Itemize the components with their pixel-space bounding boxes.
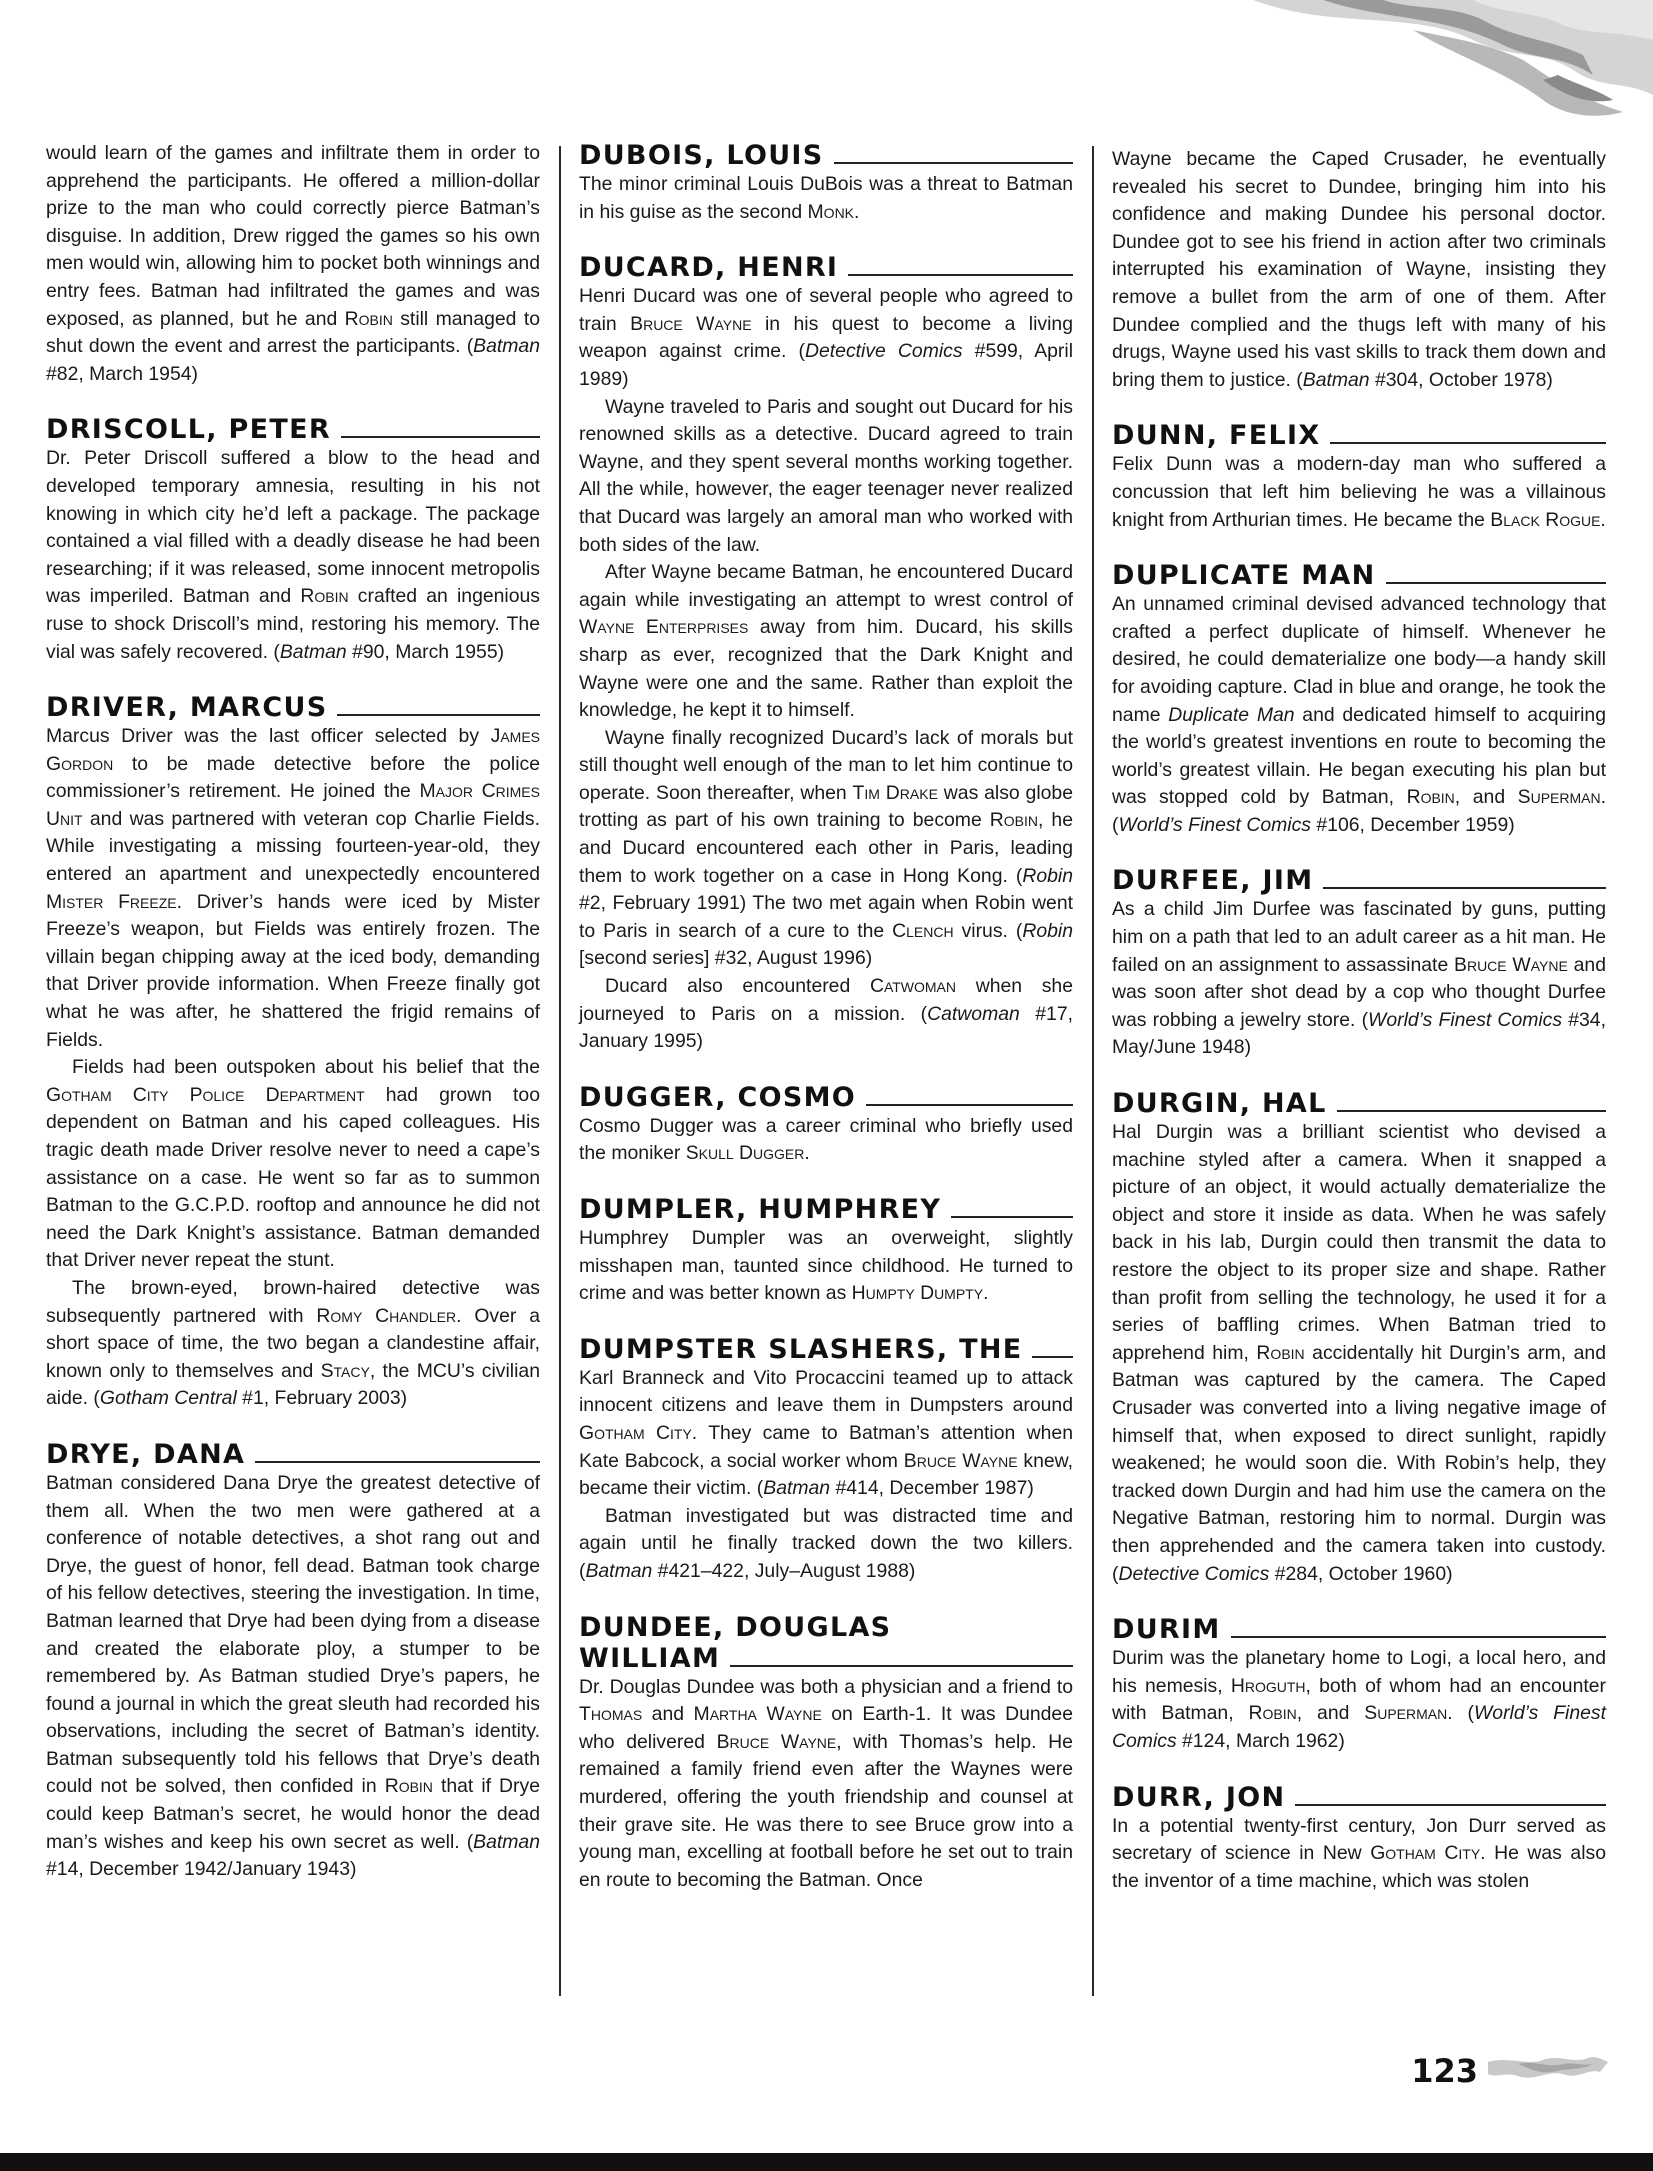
entry-text: After Wayne became Batman, he encountered Ducard again while investigating an attempt to wrest control of Wayne Enterprises away from him. Ducard, his skills sharp as ever, recognized that the Dark Knight and Wayne were one and the same. Rather than exploit the knowledge, he kept it to himself. (579, 561, 1074, 722)
entry-heading: DUNDEE, DOUGLAS WILLIAM (579, 1612, 1073, 1674)
entry-heading: DURR, JON (1112, 1782, 1606, 1813)
column-divider (1092, 146, 1094, 1996)
entry-heading: DRISCOLL, PETER (46, 414, 540, 445)
entry-dumpler-humphrey (579, 1194, 1073, 1308)
column-2 (579, 140, 1073, 1920)
entry-text: Wayne traveled to Paris and sought out Ducard for his renowned skills as a detective. Ducard agreed to train Wayne, and they spent several months working together. All the while, however, the eager teenager never realized that Ducard was largely an amoral man who worked with both sides of the law. (579, 395, 1073, 556)
page-number: 123 (1411, 2052, 1478, 2090)
entry-dubois-louis (579, 140, 1073, 226)
entry-text: Wayne became the Caped Crusader, he eventually revealed his secret to Dundee, bringing him into his confidence and making Dundee his personal doctor. Dundee got to see his friend in action after two criminals interrupted his examination of Wayne, insisting they remove a bullet from the arm of one of them. After Dundee complied and the thugs left with many of his drugs, Wayne used his vast skills to track them down and bring them to justice. (Batman #304, October 1978) (1112, 148, 1606, 391)
entry-text: Felix Dunn was a modern-day man who suffered a concussion that left him believing he was a villainous knight from Arthurian times. He became the Black Rogue. (1112, 453, 1606, 531)
entry-text: The minor criminal Louis DuBois was a threat to Batman in his guise as the second Monk. (579, 173, 1073, 223)
entry-text: Ducard also encountered Catwoman when she journeyed to Paris on a mission. (Catwoman #17, January 1995) (579, 975, 1073, 1053)
entry-text: Wayne finally recognized Ducard’s lack of morals but still thought well enough of the man to let him continue to operate. Soon thereafter, when Tim Drake was also globe trotting as part of his own training to become Robin, he and Ducard encountered each other in Paris, leading them to work together on a case in Hong Kong. (Robin #2, February 1991) The two met again when Robin went to Paris in search of a cure to the Clench virus. (Robin [second series] #32, August 1996) (579, 726, 1073, 970)
column-1 (46, 140, 540, 1910)
entry-heading: DURGIN, HAL (1112, 1088, 1606, 1119)
entry-durim (1112, 1614, 1606, 1755)
entry-text: would learn of the games and infiltrate them in order to apprehend the participants. He offered a million-dollar prize to the man who could correctly pierce Batman’s disguise. In addition, Drew rigged the games so his own men would win, allowing him to pocket both winnings and entry fees. Batman had infiltrated the games and was exposed, as planned, but he and Robin still managed to shut down the event and arrest the participants. (Batman #82, March 1954) (46, 142, 540, 385)
entry-text: Durim was the planetary home to Logi, a local hero, and his nemesis, Hroguth, both of whom had an encounter with Batman, Robin, and Superman. (World’s Finest Comics #124, March 1962) (1112, 1647, 1607, 1752)
entry-heading: DURIM (1112, 1614, 1606, 1645)
entry-heading: DUMPSTER SLASHERS, THE (579, 1334, 1073, 1365)
bat-ornament-icon (1488, 2052, 1608, 2092)
entry-heading: DUCARD, HENRI (579, 252, 1073, 283)
entry-driscoll-peter (46, 414, 540, 666)
entry-heading: DRIVER, MARCUS (46, 692, 540, 723)
entry-duplicate-man (1112, 560, 1606, 839)
entry-heading: DUNN, FELIX (1112, 420, 1606, 451)
entry-text: Dr. Douglas Dundee was both a physician and a friend to Thomas and Martha Wayne on Earth-1. It was Dundee who delivered Bruce Wayne, with Thomas’s help. He remained a family friend even after the Waynes were murdered, offering the youth friendship and counsel at their grave site. He was there to see Bruce grow into a young man, excelling at football before he set out to train en route to becoming the Batman. Once (579, 1675, 1073, 1891)
entry-heading: DUMPLER, HUMPHREY (579, 1194, 1073, 1225)
entry-text: Hal Durgin was a brilliant scientist who devised a machine styled after a camera. When it snapped a picture of an object, it would actually dematerialize the object and store it inside as data. When he was safely back in his lab, Durgin could then transmit the data to restore the object to its proper size and shape. Rather than profit from selling the technology, he used it for a series of baffling crimes. When Batman tried to apprehend him, Robin accidentally hit Durgin’s arm, and Batman was captured by the camera. The Caped Crusader was converted into a living negative image of himself that, when exposed to direct sunlight, rapidly weakened; he would soon die. With Robin’s help, they tracked down Durgin and had him use the camera on the Negative Batman, restoring him to normal. Durgin was then apprehended and the camera taken into custody. (Detective Comics #284, October 1960) (1112, 1121, 1606, 1585)
column-3 (1112, 146, 1606, 1921)
entry-heading: DRYE, DANA (46, 1439, 540, 1470)
entry-text: Karl Branneck and Vito Procaccini teamed up to attack innocent citizens and leave them in Dumpsters around Gotham City. They came to Batman’s attention when Kate Babcock, a social worker whom Bruce Wayne knew, became their victim. (Batman #414, December 1987) (579, 1366, 1073, 1500)
entry-heading: DURFEE, JIM (1112, 865, 1606, 896)
bottom-bar (0, 2153, 1653, 2171)
entry-driver-marcus (46, 692, 540, 1413)
bat-ornament-icon (1213, 0, 1653, 130)
entry-text: Marcus Driver was the last officer selected by James Gordon to be made detective before the police commissioner’s retirement. He joined the Major Crimes Unit and was partnered with veteran cop Charlie Fields. While investigating a missing fourteen-year-old, they entered an apartment and unexpectedly encountered Mister Freeze. Driver’s hands were iced by Mister Freeze’s weapon, but Fields was entirely frozen. The villain began chipping away at the iced body, demanding that Driver provide information. When Freeze finally got what he was after, he shattered the frigid remains of Fields. (46, 725, 540, 1051)
entry-text: An unnamed criminal devised advanced technology that crafted a perfect duplicate of himself. Whenever he desired, he could dematerialize one body—a handy skill for avoiding capture. Clad in blue and orange, he took the name Duplicate Man and dedicated himself to acquiring the world’s greatest inventions en route to becoming the world’s greatest villain. He began executing his plan but was stopped cold by Batman, Robin, and Superman. (World’s Finest Comics #106, December 1959) (1112, 593, 1607, 836)
column-divider (559, 146, 561, 1996)
entry-drew-continued (46, 140, 540, 388)
entry-ducard-henri (579, 252, 1073, 1056)
entry-text: Batman investigated but was distracted time and again until he finally tracked down the two killers. (Batman #421–422, July–August 1988) (579, 1504, 1073, 1582)
entry-dundee-douglas-william (579, 1612, 1073, 1895)
entry-text: The brown-eyed, brown-haired detective was subsequently partnered with Romy Chandler. Over a short space of time, the two began a clandestine affair, known only to themselves and Stacy, the MCU’s civilian aide. (Gotham Central #1, February 2003) (46, 1276, 541, 1410)
entry-dunn-felix (1112, 420, 1606, 534)
entry-durfee-jim (1112, 865, 1606, 1062)
entry-drye-dana (46, 1439, 540, 1884)
entry-dugger-cosmo (579, 1082, 1073, 1168)
entry-text: Cosmo Dugger was a career criminal who briefly used the moniker Skull Dugger. (579, 1114, 1073, 1165)
entry-text: Dr. Peter Driscoll suffered a blow to the head and developed temporary amnesia, resulting in his not knowing in which city he’d left a package. The package contained a vial filled with a deadly disease he had been researching; if it was released, some innocent metropolis was imperiled. Batman and Robin crafted an ingenious ruse to shock Driscoll’s mind, restoring his memory. The vial was safely recovered. (Batman #90, March 1955) (46, 447, 540, 663)
entry-dundee-continued (1112, 146, 1606, 394)
entry-text: Henri Ducard was one of several people who agreed to train Bruce Wayne in his quest to become a living weapon against crime. (Detective Comics #599, April 1989) (579, 285, 1073, 390)
entry-text: Humphrey Dumpler was an overweight, slightly misshapen man, taunted since childhood. He turned to crime and was better known as Humpty Dumpty. (579, 1227, 1073, 1305)
entry-durgin-hal (1112, 1088, 1606, 1588)
entry-heading: DUPLICATE MAN (1112, 560, 1606, 591)
entry-heading: DUBOIS, LOUIS (579, 140, 1073, 171)
entry-text: Batman considered Dana Drye the greatest detective of them all. When the two men were gathered at a conference of notable detectives, a shot rang out and Drye, the guest of honor, fell dead. Batman took charge of his fellow detectives, steering the investigation. In time, Batman learned that Drye had been dying from a disease and created the elaborate ploy, a stumper to be remembered by. As Batman studied Drye’s papers, he found a journal in which the great sleuth had recorded his observations, including the secret of Batman’s identity. Batman subsequently told his fellows that Drye’s death could not be solved, then confided in Robin that if Drye could keep Batman’s secret, he would honor the dead man’s wishes and keep his own secret as well. (Batman #14, December 1942/January 1943) (46, 1471, 540, 1881)
entry-dumpster-slashers (579, 1334, 1073, 1586)
entry-durr-jon (1112, 1782, 1606, 1896)
entry-heading: DUGGER, COSMO (579, 1082, 1073, 1113)
entry-text: As a child Jim Durfee was fascinated by guns, putting him on a path that led to an adult career as a hit man. He failed on an assignment to assassinate Bruce Wayne and was soon after shot dead by a cop who thought Durfee was robbing a jewelry store. (World’s Finest Comics #34, May/June 1948) (1112, 898, 1606, 1059)
entry-text: In a potential twenty-first century, Jon Durr served as secretary of science in New Gotham City. He was also the inventor of a time machine, which was stolen (1112, 1814, 1606, 1892)
entry-text: Fields had been outspoken about his belief that the Gotham City Police Department had grown too dependent on Batman and his caped colleagues. His tragic death made Driver resolve never to need a cape’s assistance on a case. He went so far as to summon Batman to the G.C.P.D. rooftop and announce he did not need the Dark Knight’s assistance. Batman demanded that Driver never repeat the stunt. (46, 1056, 540, 1272)
